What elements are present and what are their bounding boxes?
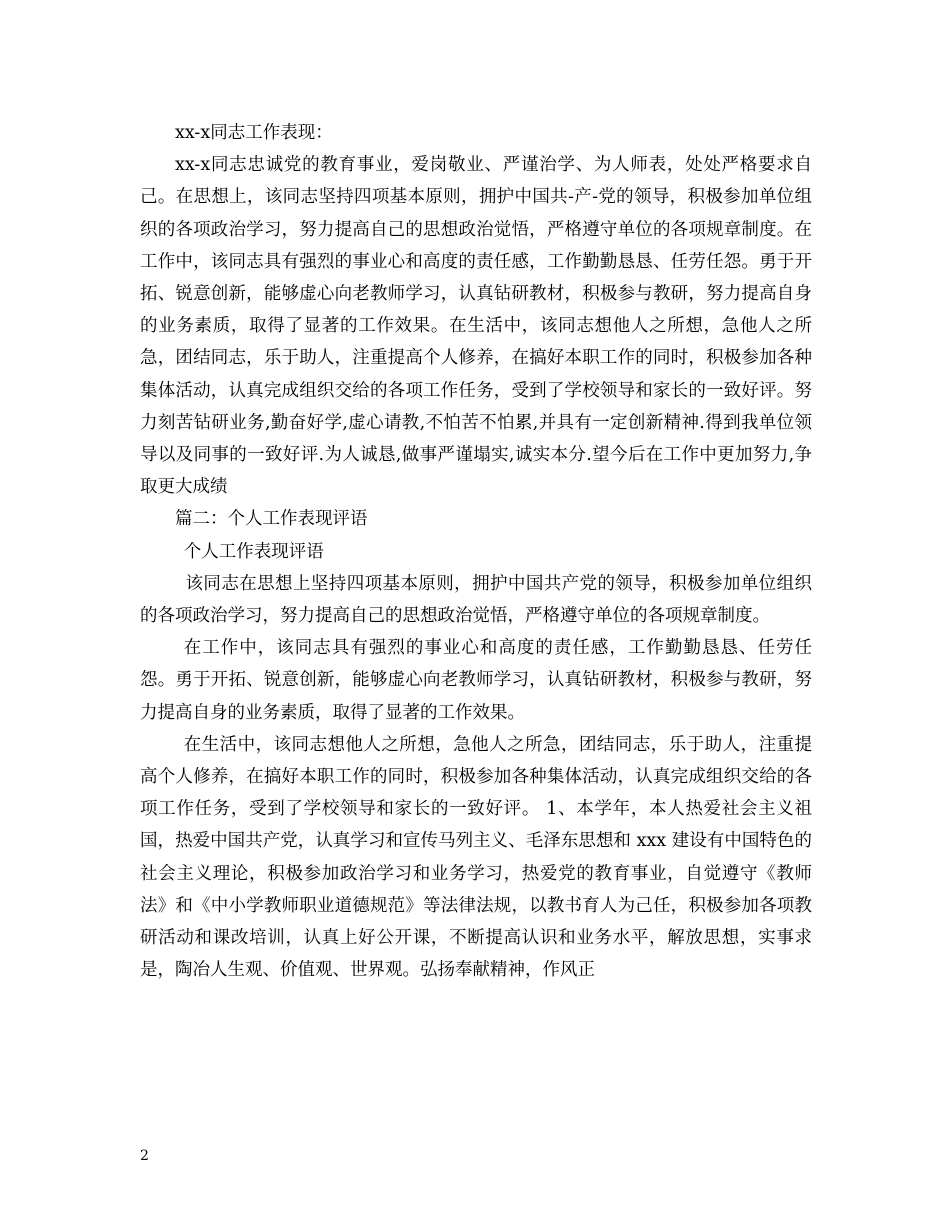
section-subheading: 个人工作表现评语 [183,541,324,562]
paragraph: 在生活中，该同志想他人之所想，急他人之所急，团结同志，乐于助人，注重提高个人修养，在搞好本职工作的同时，积极参加各种集体活动，认真完成组织交给的各项工作任务，受到了学校领导和家长的一致好评。 1、本学年，本人热爱社会主义祖国，热爱中国共产党，认真学习和宣传马列主义、毛泽东思想和 xxx 建设有中国特色的社会主义理论，积极参加政治学习和业务学习，热爱党的教育事业，自觉遵守《教师法》和《中小学教师职业道德规范》等法律法规，以教书育人为己任，积极参加各项教研活动和课改培训，认真上好公开课，不断提高认识和业务水平，解放思想，实事求是，陶冶人生观、价值观、世界观。弘扬奉献精神，作风正 [140,734,812,981]
document-body [140,117,812,986]
page-number: 2 [140,1148,149,1164]
section-title: xx-x同志工作表现： [175,123,333,143]
paragraph: 该同志在思想上坚持四项基本原则，拥护中国共产党的领导，积极参加单位组织的各项政治学习，努力提高自己的思想政治觉悟，严格遵守单位的各项规章制度。 [140,573,812,627]
paragraph: xx-x同志忠诚党的教育事业，爱岗敬业、严谨治学、为人师表，处处严格要求自己。在思想上，该同志坚持四项基本原则，拥护中国共-产-党的领导，积极参加单位组织的各项政治学习，努力提高自己的思想政治觉悟，严格遵守单位的各项规章制度。在工作中，该同志具有强烈的事业心和高度的责任感，工作勤勤恳恳、任劳任怨。勇于开拓、锐意创新，能够虚心向老教师学习，认真钻研教材，积极参与教研，努力提高自身的业务素质，取得了显著的工作效果。在生活中，该同志想他人之所想，急他人之所急，团结同志，乐于助人，注重提高个人修养，在搞好本职工作的同时，积极参加各种集体活动，认真完成组织交给的各项工作任务，受到了学校领导和家长的一致好评。努力刻苦钻研业务,勤奋好学,虚心请教,不怕苦不怕累,并具有一定创新精神.得到我单位领导以及同事的一致好评.为人诚恳,做事严谨塌实,诚实本分.望今后在工作中更加努力,争取更大成绩 [140,155,812,498]
paragraph: 在工作中，该同志具有强烈的事业心和高度的责任感，工作勤勤恳恳、任劳任怨。勇于开拓、锐意创新，能够虚心向老教师学习，认真钻研教材，积极参与教研，努力提高自身的业务素质，取得了显著的工作效果。 [140,638,812,723]
section-heading: 篇二：个人工作表现评语 [175,509,368,530]
